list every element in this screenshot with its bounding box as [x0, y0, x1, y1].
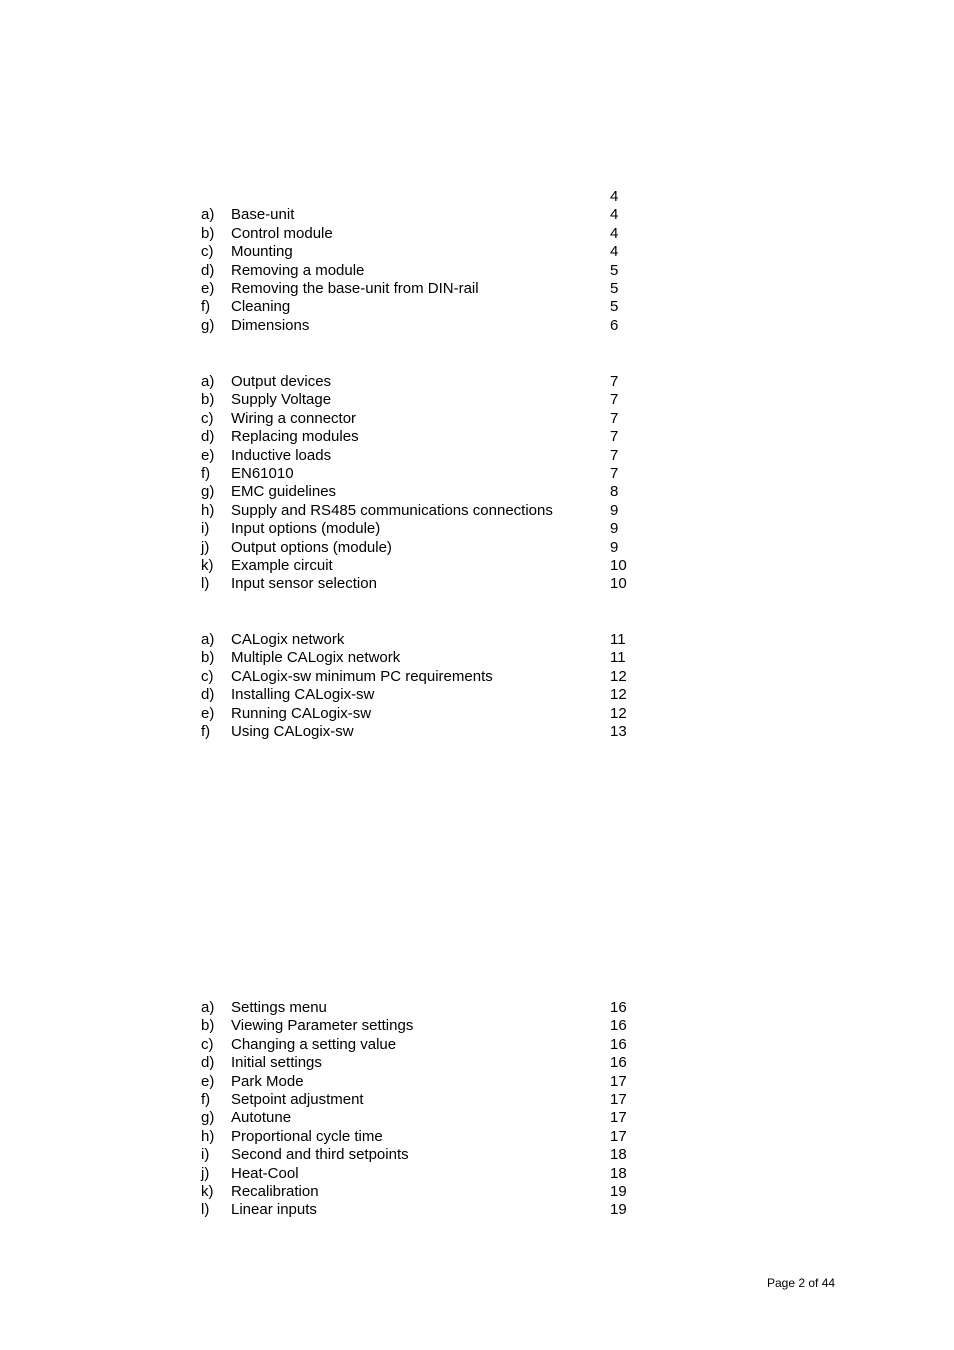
toc-entry-page-number: 9 — [610, 538, 619, 556]
toc-entry-title: Second and third setpoints — [231, 1146, 409, 1164]
toc-entry-page-number: 17 — [610, 1090, 627, 1108]
toc-entry-page-number: 7 — [610, 409, 619, 427]
toc-section-installation — [0, 188, 954, 335]
toc-entry-letter: d) — [201, 686, 215, 704]
toc-entry-page-number: 4 — [610, 206, 619, 224]
toc-entry — [0, 1036, 954, 1054]
toc-entry-page-number: 19 — [610, 1182, 627, 1200]
toc-entry-letter: g) — [201, 1109, 215, 1127]
toc-entry-letter: j) — [201, 538, 210, 556]
toc-entry-letter: b) — [201, 649, 215, 667]
toc-entry-title: Multiple CALogix network — [231, 649, 401, 667]
toc-entry-title: Recalibration — [231, 1182, 319, 1200]
toc-entry — [0, 1091, 954, 1109]
toc-entry-title: Settings menu — [231, 999, 327, 1016]
toc-entry — [0, 1017, 954, 1035]
toc-entry-title: Mounting — [231, 243, 293, 261]
toc-entry-title: Removing the base-unit from DIN-rail — [231, 279, 479, 297]
toc-entry-title: CALogix-sw minimum PC requirements — [231, 667, 493, 685]
toc-entry — [0, 317, 954, 335]
toc-entry-letter: d) — [201, 1054, 215, 1072]
toc-entry — [0, 1165, 954, 1183]
toc-entry-page-number: 10 — [610, 575, 627, 593]
toc-entry-title: Autotune — [231, 1109, 292, 1127]
toc-entry-letter: l) — [201, 1201, 210, 1219]
toc-entry-letter: c) — [201, 243, 214, 261]
toc-entry — [0, 1073, 954, 1091]
toc-entry-letter: l) — [201, 575, 210, 593]
toc-entry — [0, 686, 954, 704]
toc-entry-letter: e) — [201, 279, 215, 297]
toc-entry-page-number: 7 — [610, 446, 619, 464]
toc-entry — [0, 483, 954, 501]
toc-entry-title: CALogix network — [231, 631, 345, 648]
toc-entry-title: Inductive loads — [231, 446, 332, 464]
toc-entry-letter: k) — [201, 556, 214, 574]
toc-entry-title: Proportional cycle time — [231, 1127, 383, 1145]
toc-entry-letter: a) — [201, 373, 215, 390]
toc-entry-title: Linear inputs — [231, 1201, 317, 1219]
toc-entry-page-number: 10 — [610, 556, 627, 574]
toc-entry-title: Installing CALogix-sw — [231, 686, 375, 704]
toc-entry-title: Supply and RS485 communications connections — [231, 501, 553, 519]
toc-entry — [0, 280, 954, 298]
toc-entry-page-number: 7 — [610, 373, 619, 390]
toc-entry-letter: f) — [201, 464, 211, 482]
toc-entry-page-number: 5 — [610, 261, 619, 279]
toc-entry-letter: i) — [201, 1146, 210, 1164]
toc-entry-letter: g) — [201, 316, 215, 334]
toc-entry-title: Park Mode — [231, 1072, 304, 1090]
toc-section-wiring — [0, 373, 954, 594]
toc-entry — [0, 668, 954, 686]
toc-entry — [0, 649, 954, 667]
toc-entry-page-number: 4 — [610, 243, 619, 261]
toc-entry-title: Example circuit — [231, 556, 333, 574]
toc-section-operation — [0, 999, 954, 1220]
toc-section-software — [0, 631, 954, 741]
toc-entry — [0, 539, 954, 557]
toc-entry-page-number: 7 — [610, 428, 619, 446]
toc-entry-page-number: 19 — [610, 1201, 627, 1219]
toc-entry-page-number: 17 — [610, 1072, 627, 1090]
toc-entry-page-number: 16 — [610, 1035, 627, 1053]
toc-entry — [0, 225, 954, 243]
toc-entry-page-number: 11 — [610, 649, 626, 667]
toc-entry-page-number: 12 — [610, 667, 627, 685]
toc-entry-letter: e) — [201, 446, 215, 464]
toc-entry — [0, 557, 954, 575]
toc-entry-title: Supply Voltage — [231, 391, 332, 409]
toc-entry-page-number: 9 — [610, 520, 619, 538]
toc-entry-title: Output devices — [231, 373, 332, 390]
toc-entry — [0, 502, 954, 520]
toc-entry — [0, 243, 954, 261]
toc-entry-letter: a) — [201, 206, 215, 224]
toc-entry — [0, 1109, 954, 1127]
toc-entry-title: Cleaning — [231, 298, 291, 316]
toc-entry-page-number: 6 — [610, 316, 619, 334]
toc-heading-page-number: 4 — [610, 188, 619, 205]
toc-entry — [0, 705, 954, 723]
toc-entry-letter: h) — [201, 501, 215, 519]
toc-entry — [0, 373, 954, 391]
toc-heading-row — [0, 188, 954, 206]
toc-entry-letter: k) — [201, 1182, 214, 1200]
toc-entry-page-number: 13 — [610, 722, 627, 740]
toc-entry-letter: e) — [201, 1072, 215, 1090]
toc-entry — [0, 391, 954, 409]
toc-entry-letter: b) — [201, 391, 215, 409]
toc-entry-letter: a) — [201, 999, 215, 1016]
toc-entry-letter: i) — [201, 520, 210, 538]
toc-entry — [0, 520, 954, 538]
toc-entry — [0, 465, 954, 483]
toc-entry — [0, 723, 954, 741]
toc-entry-letter: f) — [201, 722, 211, 740]
toc-entry-title: Heat-Cool — [231, 1164, 299, 1182]
toc-entry-letter: c) — [201, 409, 214, 427]
toc-entry-title: Base-unit — [231, 206, 295, 224]
toc-entry-page-number: 4 — [610, 224, 619, 242]
toc-entry-page-number: 12 — [610, 686, 627, 704]
toc-entry-page-number: 11 — [610, 631, 626, 648]
toc-entry-letter: e) — [201, 704, 215, 722]
toc-entry-letter: f) — [201, 298, 211, 316]
toc-entry-letter: b) — [201, 224, 215, 242]
toc-entry-letter: d) — [201, 261, 215, 279]
toc-entry-page-number: 16 — [610, 1054, 627, 1072]
toc-entry-page-number: 17 — [610, 1109, 627, 1127]
toc-entry-title: Control module — [231, 224, 333, 242]
toc-entry-title: EMC guidelines — [231, 483, 337, 501]
toc-entry — [0, 447, 954, 465]
toc-entry-letter: a) — [201, 631, 215, 648]
toc-entry-letter: d) — [201, 428, 215, 446]
toc-entry-title: Initial settings — [231, 1054, 322, 1072]
toc-entry-title: Viewing Parameter settings — [231, 1017, 414, 1035]
toc-entry — [0, 999, 954, 1017]
toc-entry-letter: j) — [201, 1164, 210, 1182]
toc-entry — [0, 206, 954, 224]
toc-entry-page-number: 16 — [610, 1017, 627, 1035]
toc-entry-page-number: 7 — [610, 464, 619, 482]
toc-entry-page-number: 8 — [610, 483, 619, 501]
toc-entry-page-number: 7 — [610, 391, 619, 409]
toc-entry-letter: h) — [201, 1127, 215, 1145]
toc-entry-page-number: 5 — [610, 298, 619, 316]
toc-entry-title: Input options (module) — [231, 520, 381, 538]
toc-entry-letter: f) — [201, 1090, 211, 1108]
toc-entry — [0, 1054, 954, 1072]
toc-entry-title: Wiring a connector — [231, 409, 357, 427]
toc-entry-title: Output options (module) — [231, 538, 392, 556]
toc-entry — [0, 1146, 954, 1164]
toc-entry-page-number: 17 — [610, 1127, 627, 1145]
toc-entry-title: Removing a module — [231, 261, 365, 279]
toc-entry — [0, 631, 954, 649]
toc-entry — [0, 575, 954, 593]
toc-entry — [0, 410, 954, 428]
toc-entry-page-number: 18 — [610, 1164, 627, 1182]
toc-entry-title: Changing a setting value — [231, 1035, 397, 1053]
toc-entry-letter: c) — [201, 1035, 214, 1053]
toc-entry-letter: g) — [201, 483, 215, 501]
toc-entry-title: Running CALogix-sw — [231, 704, 372, 722]
toc-entry-letter: c) — [201, 667, 214, 685]
toc-entry — [0, 298, 954, 316]
toc-entry — [0, 1183, 954, 1201]
toc-entry-title: EN61010 — [231, 464, 294, 482]
toc-entry — [0, 1201, 954, 1219]
toc-entry-title: Replacing modules — [231, 428, 359, 446]
toc-entry-page-number: 12 — [610, 704, 627, 722]
toc-entry-page-number: 5 — [610, 279, 619, 297]
toc-entry-title: Setpoint adjustment — [231, 1090, 364, 1108]
toc-entry — [0, 428, 954, 446]
toc-entry-letter: b) — [201, 1017, 215, 1035]
toc-entry-title: Dimensions — [231, 316, 310, 334]
toc-entry-title: Input sensor selection — [231, 575, 377, 593]
toc-entry — [0, 1128, 954, 1146]
toc-entry-title: Using CALogix-sw — [231, 722, 354, 740]
toc-entry-page-number: 9 — [610, 501, 619, 519]
toc-entry — [0, 262, 954, 280]
toc-entry-page-number: 16 — [610, 999, 627, 1016]
toc-entry-page-number: 18 — [610, 1146, 627, 1164]
page-number-footer: Page 2 of 44 — [767, 1276, 836, 1290]
